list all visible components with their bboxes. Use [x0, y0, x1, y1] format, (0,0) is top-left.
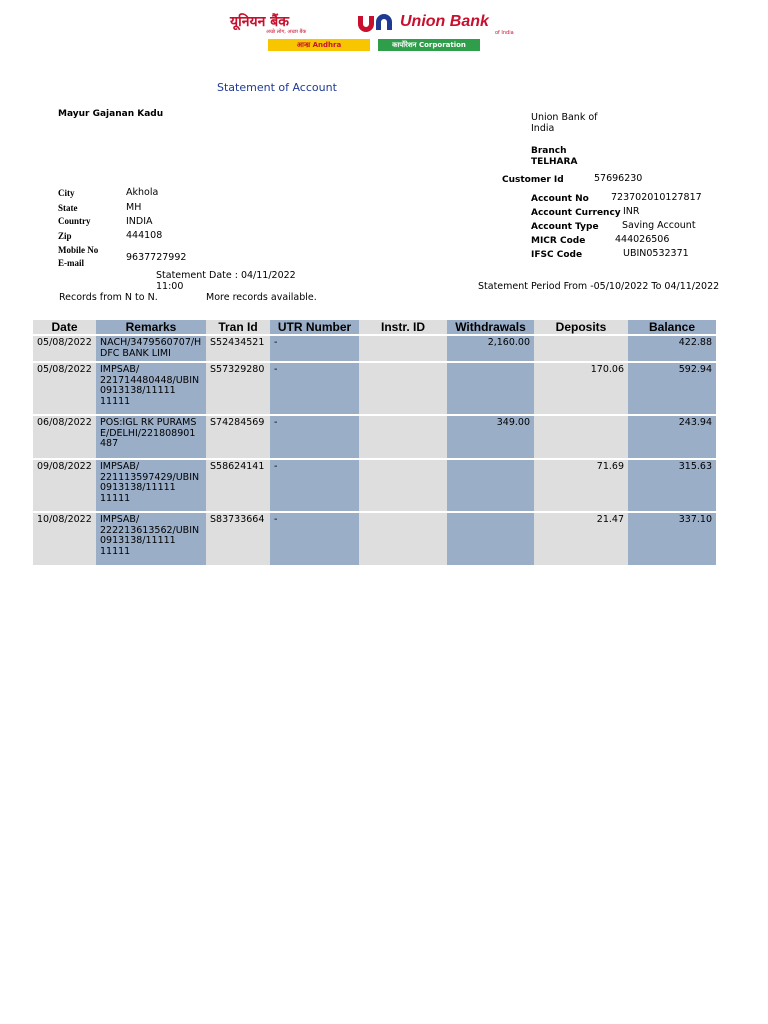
logo-english-text: Union Bank — [400, 13, 489, 30]
logo-english-tagline: of India — [495, 30, 514, 36]
table-row — [33, 335, 716, 362]
cell-instr — [359, 459, 447, 512]
col-deposits-header: Deposits — [534, 320, 628, 335]
transactions-table — [33, 320, 716, 565]
micr-label: MICR Code — [531, 236, 586, 246]
cell-balance: 422.88 — [628, 335, 716, 362]
union-bank-emblem-icon — [354, 13, 396, 33]
col-remarks-header: Remarks — [96, 320, 206, 335]
logo-hindi-tagline: अच्छे लोग, अच्छा बैंक — [266, 29, 307, 35]
account-no-label: Account No — [531, 194, 589, 204]
micr-value: 444026506 — [615, 234, 670, 245]
table-row — [33, 512, 716, 565]
col-date-header: Date — [33, 320, 96, 335]
table-row — [33, 362, 716, 415]
col-instr-header: Instr. ID — [359, 320, 447, 335]
city-label: City — [58, 188, 75, 198]
col-tran-id-header: Tran Id — [206, 320, 270, 335]
cell-balance: 315.63 — [628, 459, 716, 512]
currency-value: INR — [623, 206, 640, 217]
cell-tran-id: S58624141 — [206, 459, 270, 512]
state-label: State — [58, 203, 78, 213]
zip-value: 444108 — [126, 230, 163, 241]
email-label: E-mail — [58, 258, 84, 268]
logo-hindi-text: यूनियन बैंक — [230, 14, 290, 30]
cell-withdrawal — [447, 512, 534, 565]
table-row — [33, 459, 716, 512]
cell-remarks: POS:IGL RK PURAMSE/DELHI/221808901 487 — [96, 415, 206, 459]
statement-date: Statement Date : 04/11/2022 — [156, 270, 296, 281]
cell-tran-id: S74284569 — [206, 415, 270, 459]
cell-withdrawal: 349.00 — [447, 415, 534, 459]
cell-remarks: IMPSAB/ 222213613562/UBIN0913138/11111 11111 — [96, 512, 206, 565]
cell-tran-id: S52434521 — [206, 335, 270, 362]
cell-balance: 243.94 — [628, 415, 716, 459]
more-records-note: More records available. — [206, 292, 317, 303]
branch-value: TELHARA — [531, 157, 578, 167]
cell-balance: 337.10 — [628, 512, 716, 565]
cell-deposit: 71.69 — [534, 459, 628, 512]
statement-time: 11:00 — [156, 281, 184, 292]
customer-id-label: Customer Id — [502, 175, 564, 185]
account-no-value: 723702010127817 — [611, 192, 702, 203]
cell-deposit: 21.47 — [534, 512, 628, 565]
cell-instr — [359, 512, 447, 565]
state-value: MH — [126, 202, 142, 213]
cell-deposit: 170.06 — [534, 362, 628, 415]
country-label: Country — [58, 216, 91, 226]
branch-label: Branch — [531, 146, 567, 156]
cell-instr — [359, 335, 447, 362]
table-header-row — [33, 320, 716, 335]
cell-utr: - — [270, 459, 359, 512]
account-type-value: Saving Account — [622, 220, 696, 231]
account-type-label: Account Type — [531, 222, 599, 232]
cell-date: 06/08/2022 — [33, 415, 96, 459]
country-value: INDIA — [126, 216, 153, 227]
ifsc-value: UBIN0532371 — [623, 248, 689, 259]
cell-remarks: IMPSAB/ 221113597429/UBIN0913138/11111 11111 — [96, 459, 206, 512]
mobile-value: 9637727992 — [126, 252, 187, 263]
cell-date: 09/08/2022 — [33, 459, 96, 512]
bank-name-line1: Union Bank of — [531, 112, 598, 123]
zip-label: Zip — [58, 231, 72, 241]
customer-name: Mayur Gajanan Kadu — [58, 109, 164, 119]
cell-remarks: IMPSAB/ 221714480448/UBIN0913138/11111 11111 — [96, 362, 206, 415]
cell-date: 05/08/2022 — [33, 335, 96, 362]
ifsc-label: IFSC Code — [531, 250, 583, 260]
page-title: Statement of Account — [217, 81, 337, 94]
cell-withdrawal — [447, 459, 534, 512]
cell-date: 05/08/2022 — [33, 362, 96, 415]
corporation-badge: कार्पोरेशन Corporation — [378, 39, 480, 51]
cell-tran-id: S83733664 — [206, 512, 270, 565]
cell-utr: - — [270, 415, 359, 459]
cell-withdrawal: 2,160.00 — [447, 335, 534, 362]
col-utr-header: UTR Number — [270, 320, 359, 335]
cell-utr: - — [270, 512, 359, 565]
cell-deposit — [534, 335, 628, 362]
cell-remarks: NACH/3479560707/HDFC BANK LIMI — [96, 335, 206, 362]
andhra-badge: आन्ध्र Andhra — [268, 39, 370, 51]
cell-tran-id: S57329280 — [206, 362, 270, 415]
cell-instr — [359, 362, 447, 415]
col-balance-header: Balance — [628, 320, 716, 335]
cell-deposit — [534, 415, 628, 459]
bank-name-line2: India — [531, 123, 555, 134]
cell-utr: - — [270, 362, 359, 415]
cell-balance: 592.94 — [628, 362, 716, 415]
customer-id-value: 57696230 — [594, 173, 643, 184]
col-withdrawals-header: Withdrawals — [447, 320, 534, 335]
cell-date: 10/08/2022 — [33, 512, 96, 565]
city-value: Akhola — [126, 187, 159, 198]
cell-utr: - — [270, 335, 359, 362]
bank-logo — [230, 12, 520, 54]
table-row — [33, 415, 716, 459]
records-range: Records from N to N. — [59, 292, 158, 303]
currency-label: Account Currency — [531, 208, 621, 218]
cell-instr — [359, 415, 447, 459]
mobile-label: Mobile No — [58, 245, 99, 255]
cell-withdrawal — [447, 362, 534, 415]
statement-period: Statement Period From -05/10/2022 To 04/11/2022 — [478, 281, 720, 292]
